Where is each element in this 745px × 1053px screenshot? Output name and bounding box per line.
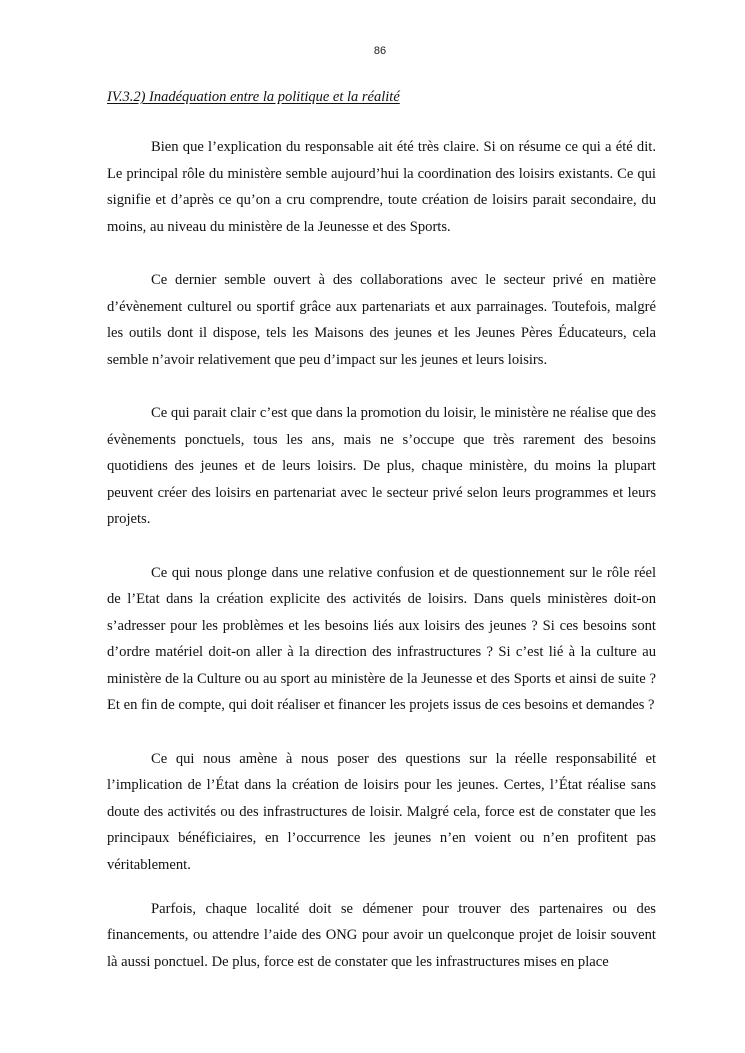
paragraph-2: Ce dernier semble ouvert à des collaborations avec le secteur privé en matière d’évènement culturel ou sportif grâce aux partenariats et aux parrainages. Toutefois, malgré les outils dont il dispose, tels les Maisons des jeunes et les Jeunes Pères Éducateurs, cela semble n’avoir relativement que peu d’impact sur les jeunes et leurs loisirs.: [107, 271, 656, 368]
body-text: [107, 134, 656, 975]
paragraph-6: Parfois, chaque localité doit se démener pour trouver des partenaires ou des financements, ou attendre l’aide des ONG pour avoir un quelconque projet de loisir souvent là aussi ponctuel. De plus, force est de constater que les infrastructures mises en place: [107, 900, 656, 970]
paragraph-5: Ce qui nous amène à nous poser des questions sur la réelle responsabilité et l’implication de l’État dans la création de loisirs pour les jeunes. Certes, l’État réalise sans doute des activités ou des infrastructures de loisir. Malgré cela, force est de constater que les principaux bénéficiaires, en l’occurrence les jeunes n’en voient ou n’en profitent pas véritablement.: [107, 750, 656, 874]
paragraph-3: Ce qui parait clair c’est que dans la promotion du loisir, le ministère ne réalise que des évènements ponctuels, tous les ans, mais ne s’occupe que très rarement des besoins quotidiens des jeunes et de leurs loisirs. De plus, chaque ministère, du moins la plupart peuvent créer des loisirs en partenariat avec le secteur privé selon leurs programmes et leurs projets.: [107, 404, 656, 528]
page-number: 86: [373, 45, 387, 57]
section-heading: IV.3.2) Inadéquation entre la politique et la réalité: [107, 89, 400, 105]
paragraph-1: Bien que l’explication du responsable ait été très claire. Si on résume ce qui a été dit. Le principal rôle du ministère semble aujourd’hui la coordination des loisirs existants. Ce qui signifie et d’après ce qu’on a cru comprendre, toute création de loisirs parait secondaire, du moins, au niveau du ministère de la Jeunesse et des Sports.: [107, 139, 656, 235]
paragraph-4: Ce qui nous plonge dans une relative confusion et de questionnement sur le rôle réel de l’Etat dans la création explicite des activités de loisirs. Dans quels ministères doit-on s’adresser pour les problèmes et les besoins liés aux loisirs des jeunes ? Si ces besoins sont d’ordre matériel doit-on aller à la direction des infrastructures ? Si c’est lié à la culture au ministère de la Culture ou au sport au ministère de la Jeunesse et des Sports et ainsi de suite ? Et en fin de compte, qui doit réaliser et financer les projets issus de ces besoins et demandes ?: [107, 564, 656, 714]
